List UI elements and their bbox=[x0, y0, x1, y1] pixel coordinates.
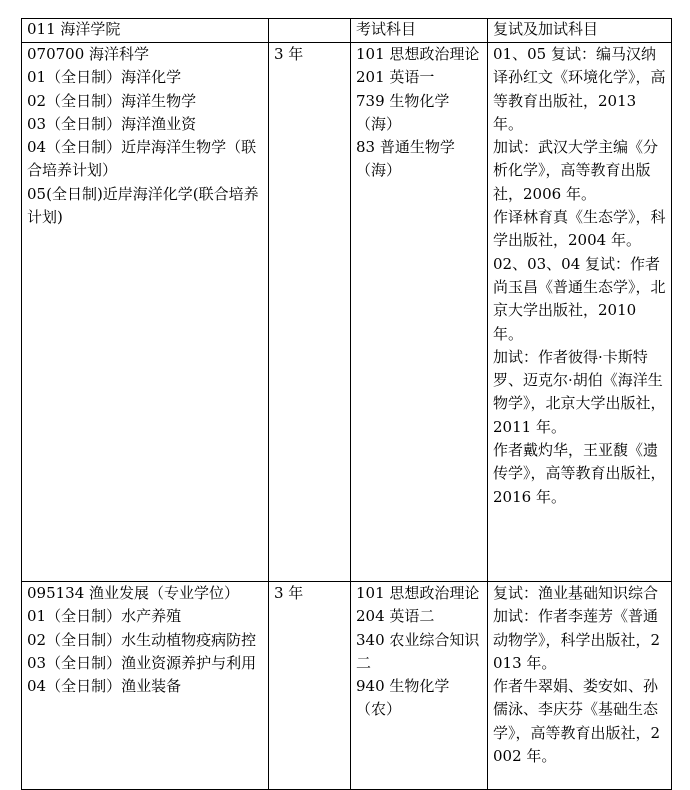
retest-entry: 加试：武汉大学主编《分析化学》，高等教育出版社，2006 年。 bbox=[493, 138, 659, 203]
major-title: 095134 渔业发展（专业学位） bbox=[27, 584, 240, 602]
retest-entry: 作译林育真《生态学》，科学出版社，2004 年。 bbox=[493, 208, 666, 250]
exam-subject: 201 英语一 bbox=[356, 68, 435, 87]
retest-entry: 01、05 复试：编马汉纳译孙红文《环境化学》，高等教育出版社，2013 年。 bbox=[493, 45, 666, 133]
exam-subject: 101 思想政治理论 bbox=[356, 45, 480, 63]
exam-subject: 340 农业综合知识二 bbox=[356, 630, 480, 672]
exam-subject: 940 生物化学（农） bbox=[356, 677, 450, 719]
retest-cell bbox=[488, 582, 672, 790]
retest-entry: 复试：渔业基础知识综合 bbox=[493, 584, 659, 602]
retest-entry: 作者牛翠娟、娄安如、孙儒泳、李庆芬《基础生态学》，高等教育出版社，2002 年。 bbox=[493, 677, 661, 766]
major-direction: 05(全日制)近岸海洋化学(联合培养计划) bbox=[27, 184, 259, 227]
major-title: 070700 海洋科学 bbox=[27, 45, 150, 63]
retest-entry: 加试：作者彼得·卡斯特罗、迈克尔·胡伯《海洋生物学》，北京大学出版社，2011 年。 bbox=[493, 347, 666, 436]
header-blank bbox=[269, 19, 351, 43]
header-row bbox=[22, 19, 672, 43]
retest-entry: 加试：作者李莲芳《普通动物学》，科学出版社，2013 年。 bbox=[493, 607, 661, 672]
table-row bbox=[22, 582, 672, 790]
major-direction: 04（全日制）近岸海洋生物学（联合培养计划） bbox=[27, 138, 257, 180]
exam-cell bbox=[351, 43, 488, 582]
major-cell bbox=[22, 582, 269, 790]
header-retest-subjects: 复试及加试科目 bbox=[488, 19, 672, 43]
exam-subject: 101 思想政治理论 bbox=[356, 584, 480, 602]
major-direction: 02（全日制）海洋生物学 bbox=[27, 91, 197, 110]
retest-entry: 作者戴灼华，王亚馥《遗传学》，高等教育出版社，2016 年。 bbox=[493, 441, 666, 506]
exam-subject: 204 英语二 bbox=[356, 607, 435, 626]
exam-cell bbox=[351, 582, 488, 790]
exam-subject: 83 普通生物学（海） bbox=[356, 138, 455, 180]
program-table bbox=[21, 18, 672, 790]
major-direction: 03（全日制）渔业资源养护与利用 bbox=[27, 653, 257, 672]
years-cell: 3 年 bbox=[269, 582, 351, 790]
major-direction: 04（全日制）渔业装备 bbox=[27, 677, 182, 696]
major-cell bbox=[22, 43, 269, 582]
retest-entry: 02、03、04 复试：作者尚玉昌《普通生态学》，北京大学出版社，2010 年。 bbox=[493, 254, 666, 343]
table-row bbox=[22, 43, 672, 582]
retest-cell bbox=[488, 43, 672, 582]
header-college: 011 海洋学院 bbox=[22, 19, 269, 43]
major-direction: 03（全日制）海洋渔业资 bbox=[27, 114, 197, 133]
major-direction: 01（全日制）水产养殖 bbox=[27, 607, 182, 626]
major-direction: 02（全日制）水生动植物疫病防控 bbox=[27, 630, 257, 649]
header-exam-subjects: 考试科目 bbox=[351, 19, 488, 43]
major-direction: 01（全日制）海洋化学 bbox=[27, 68, 182, 87]
years-cell: 3 年 bbox=[269, 43, 351, 582]
exam-subject: 739 生物化学（海） bbox=[356, 91, 450, 133]
